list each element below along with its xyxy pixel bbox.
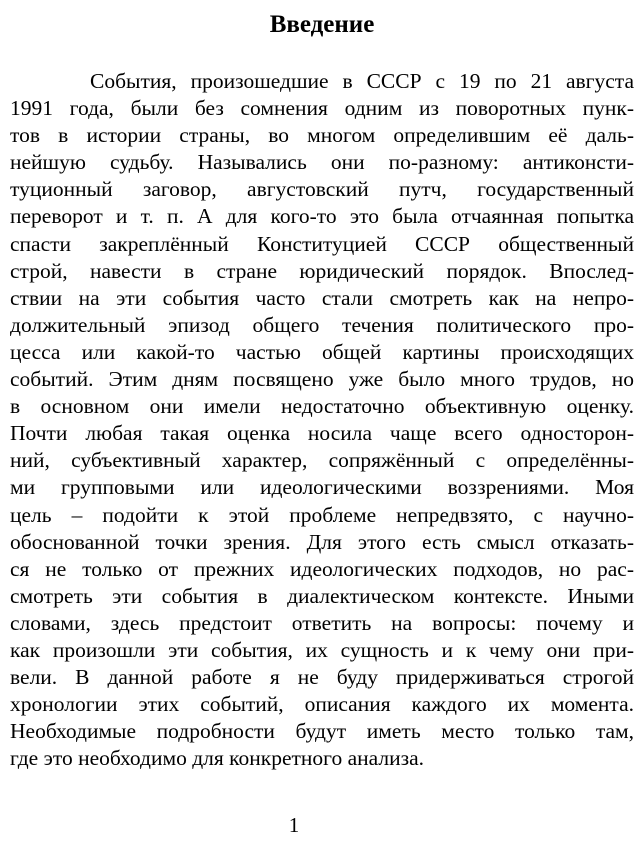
paragraph-line: строй, навести в стране юридический порядок. Впослед-: [10, 258, 634, 283]
paragraph-line: цесса или какой-то частью общей картины происходящих: [10, 339, 634, 364]
paragraph-line: Почти любая такая оценка носила чаще всего односторон-: [10, 421, 634, 446]
paragraph-line: событий. Этим дням посвящено уже было много трудов, но: [10, 367, 634, 392]
paragraph-line: как произошли эти события, их сущность и к чему они при-: [10, 637, 634, 662]
page-number: 1: [288, 813, 300, 837]
paragraph-line: где это необходимо для конкретного анализа.: [10, 746, 424, 771]
paragraph-line: в основном они имели недостаточно объективную оценку.: [10, 394, 634, 419]
paragraph-line: ся не только от прежних идеологических подходов, но рас-: [10, 556, 634, 581]
paragraph-line: нейшую судьбу. Назывались они по-разному: антиконсти-: [10, 150, 634, 175]
paragraph-line: Необходимые подробности будут иметь место только там,: [10, 719, 634, 744]
paragraph-line: должительный эпизод общего течения политического про-: [10, 312, 634, 337]
paragraph-line: хронологии этих событий, описания каждого их момента.: [10, 692, 634, 717]
paragraph-line: 1991 года, были без сомнения одним из поворотных пунк-: [10, 96, 634, 121]
body-paragraph: [10, 68, 634, 772]
paragraph-line: смотреть эти события в диалектическом контексте. Иными: [10, 583, 634, 608]
paragraph-line: вели. В данной работе я не буду придерживаться строгой: [10, 665, 634, 690]
paragraph-line: События, произошедшие в СССР с 19 по 21 августа: [90, 69, 634, 93]
paragraph-line: ствии на эти события часто стали смотреть как на непро-: [10, 285, 634, 310]
paragraph-line: словами, здесь предстоит ответить на вопросы: почему и: [10, 610, 634, 635]
paragraph-line: обоснованной точки зрения. Для этого есть смысл отказать-: [10, 529, 634, 554]
paragraph-line: туционный заговор, августовский путч, государственный: [10, 177, 634, 202]
paragraph-line: тов в истории страны, во многом определившим её даль-: [10, 123, 634, 148]
paragraph-line: спасти закреплённый Конституцией СССР общественный: [10, 231, 634, 256]
page-title: Введение: [269, 11, 375, 38]
paragraph-line: переворот и т. п. А для кого-то это была отчаянная попытка: [10, 204, 634, 229]
paragraph-line: ми групповыми или идеологическими воззрениями. Моя: [10, 475, 634, 500]
paragraph-line: цель – подойти к этой проблеме непредвзято, с научно-: [10, 502, 634, 527]
paragraph-line: ний, субъективный характер, сопряжённый с определённы-: [10, 448, 634, 473]
